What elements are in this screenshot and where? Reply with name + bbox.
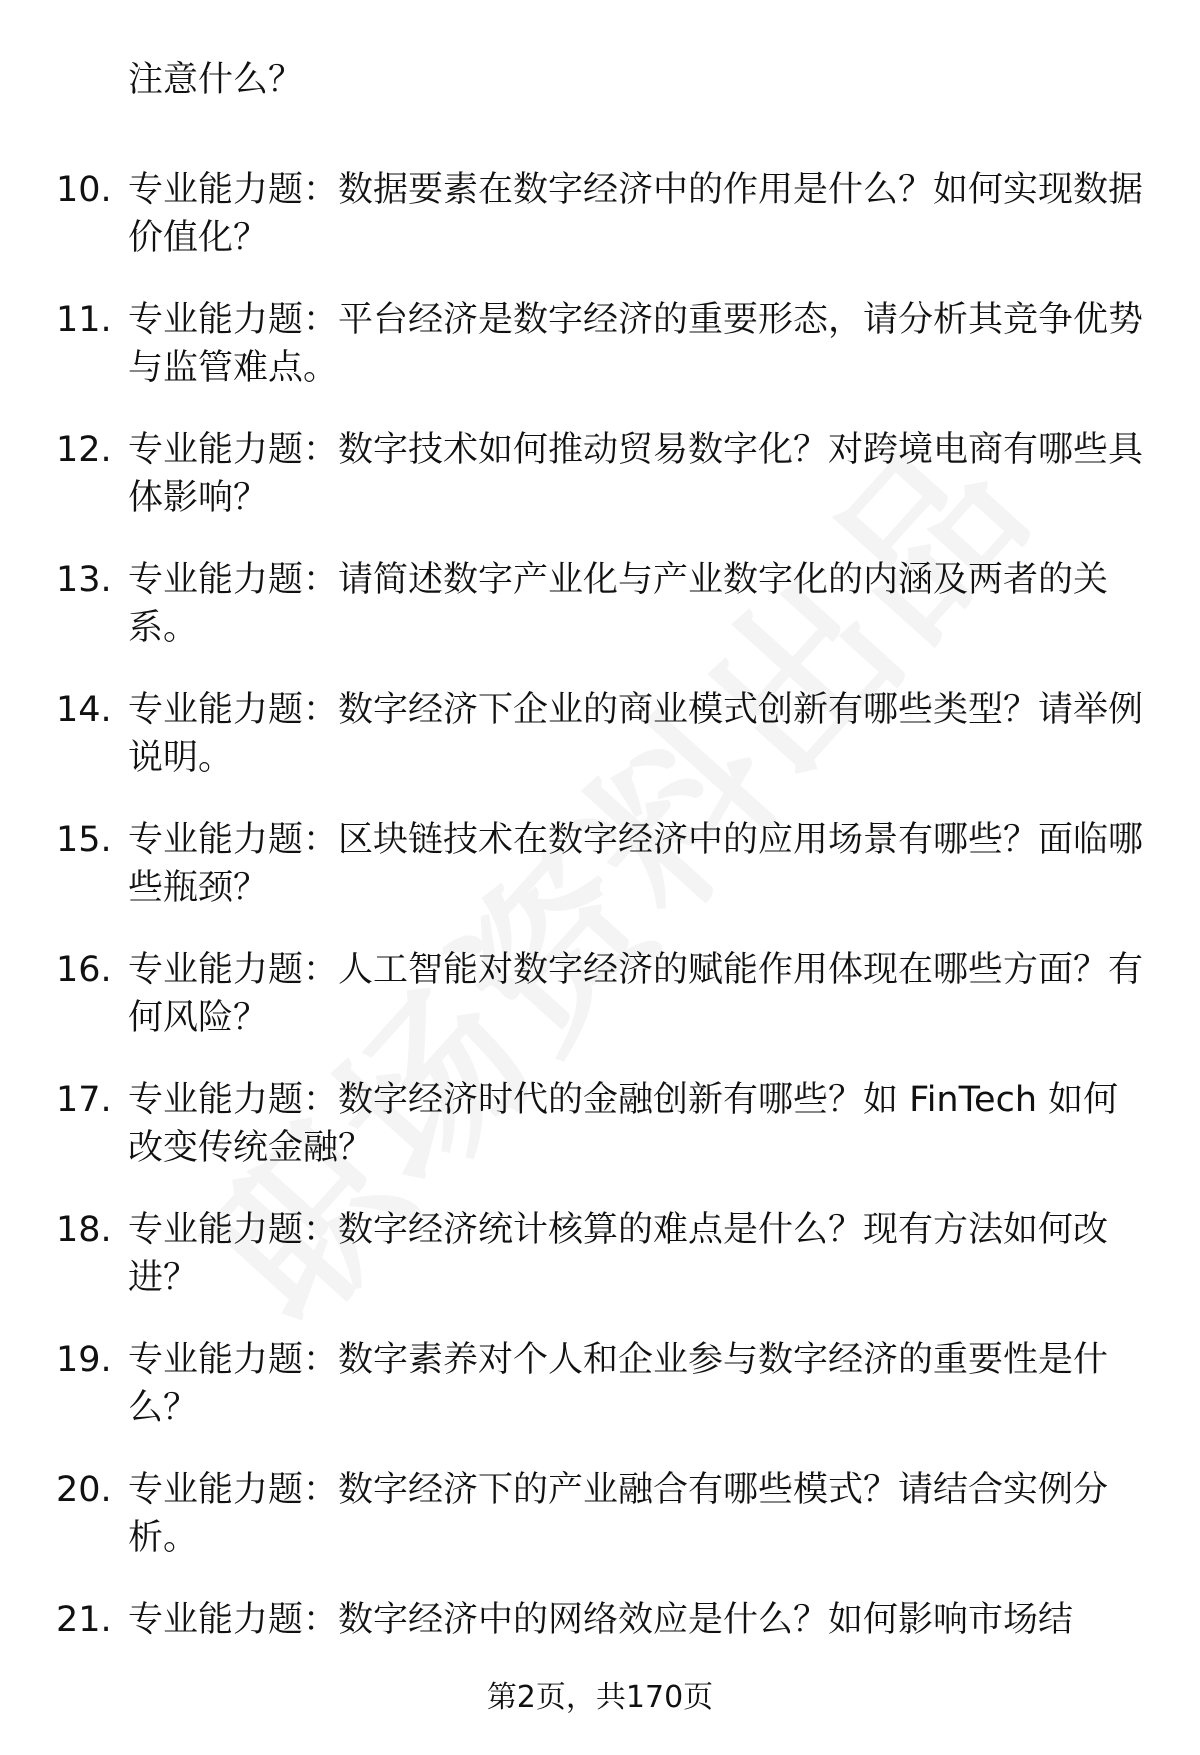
question-item — [56, 1076, 1146, 1172]
question-number: 13. — [56, 560, 112, 600]
question-number: 16. — [56, 950, 112, 990]
question-text: 专业能力题：数据要素在数字经济中的作用是什么？如何实现数据价值化？ — [128, 170, 1144, 258]
question-item — [56, 816, 1146, 912]
question-number: 12. — [56, 430, 112, 470]
question-text: 专业能力题：数字经济统计核算的难点是什么？现有方法如何改进？ — [128, 1210, 1109, 1298]
question-number: 11. — [56, 300, 112, 340]
question-number: 17. — [56, 1080, 112, 1120]
question-text: 专业能力题：数字经济时代的金融创新有哪些？如 FinTech 如何改变传统金融？ — [128, 1080, 1119, 1168]
question-number: 18. — [56, 1210, 112, 1250]
question-item — [56, 166, 1146, 262]
question-number: 14. — [56, 690, 112, 730]
question-text: 专业能力题：数字经济中的网络效应是什么？如何影响市场结 — [128, 1600, 1074, 1640]
question-text: 专业能力题：数字经济下企业的商业模式创新有哪些类型？请举例说明。 — [128, 690, 1144, 778]
question-number: 15. — [56, 820, 112, 860]
question-item — [56, 1206, 1146, 1302]
question-text: 专业能力题：区块链技术在数字经济中的应用场景有哪些？面临哪些瓶颈？ — [128, 820, 1144, 908]
question-number: 21. — [56, 1600, 112, 1640]
question-item — [56, 296, 1146, 392]
question-item — [56, 946, 1146, 1042]
question-item — [56, 1596, 1146, 1644]
question-text: 专业能力题：平台经济是数字经济的重要形态，请分析其竞争优势与监管难点。 — [128, 300, 1144, 388]
question-item — [56, 1336, 1146, 1432]
question-item — [56, 686, 1146, 782]
question-text: 专业能力题：人工智能对数字经济的赋能作用体现在哪些方面？有何风险？ — [128, 950, 1144, 1038]
question-item — [56, 426, 1146, 522]
question-text: 专业能力题：数字素养对个人和企业参与数字经济的重要性是什么？ — [128, 1340, 1109, 1428]
question-list — [56, 56, 1146, 1678]
question-text: 专业能力题：数字经济下的产业融合有哪些模式？请结合实例分析。 — [128, 1470, 1109, 1558]
question-text: 专业能力题：数字技术如何推动贸易数字化？对跨境电商有哪些具体影响？ — [128, 430, 1144, 518]
question-number: 10. — [56, 170, 112, 210]
question-text: 专业能力题：请简述数字产业化与产业数字化的内涵及两者的关系。 — [128, 560, 1109, 648]
page-footer: 第2页，共170页 — [486, 1680, 714, 1715]
question-item — [56, 1466, 1146, 1562]
question-number: 20. — [56, 1470, 112, 1510]
question-number: 19. — [56, 1340, 112, 1380]
continued-question-text: 注意什么？ — [128, 60, 304, 100]
question-item — [56, 556, 1146, 652]
